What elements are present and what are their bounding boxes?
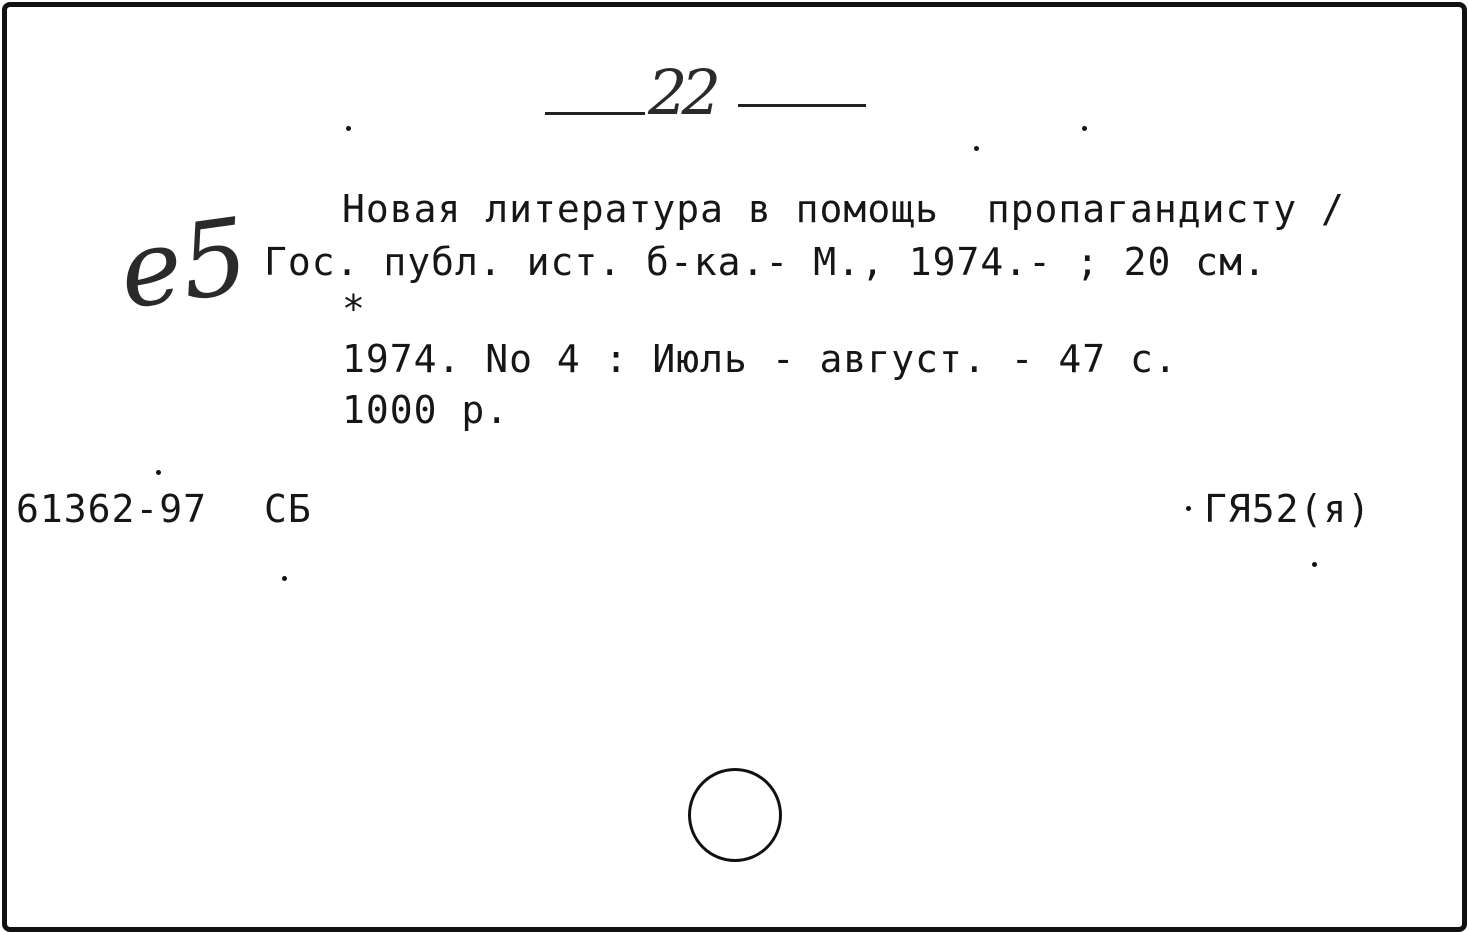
speck bbox=[156, 470, 161, 475]
entry-title-line: Новая литература в помощь пропагандисту / bbox=[342, 187, 1345, 231]
handwritten-mark: е5 bbox=[112, 194, 256, 333]
entry-issue-line: 1974. No 4 : Июль - август. - 47 с. bbox=[342, 337, 1178, 381]
inventory-number: 61362-97 bbox=[16, 487, 208, 531]
page-number-dash-right bbox=[738, 104, 866, 107]
speck bbox=[974, 146, 979, 151]
entry-price-line: 1000 р. bbox=[342, 388, 510, 432]
punch-hole bbox=[688, 768, 782, 862]
entry-separator: * bbox=[342, 287, 366, 331]
collection-code: СБ bbox=[264, 487, 312, 531]
speck bbox=[1312, 562, 1317, 567]
classification-code: ГЯ52(я) bbox=[1204, 487, 1372, 531]
speck bbox=[346, 126, 351, 131]
entry-publisher-line: Гос. публ. ист. б-ка.- М., 1974.- ; 20 см. bbox=[264, 240, 1267, 284]
page-number-dash-left bbox=[545, 112, 645, 115]
speck bbox=[1082, 126, 1087, 131]
speck bbox=[1186, 506, 1191, 511]
page-number: 22 bbox=[648, 56, 715, 129]
speck bbox=[282, 576, 287, 581]
